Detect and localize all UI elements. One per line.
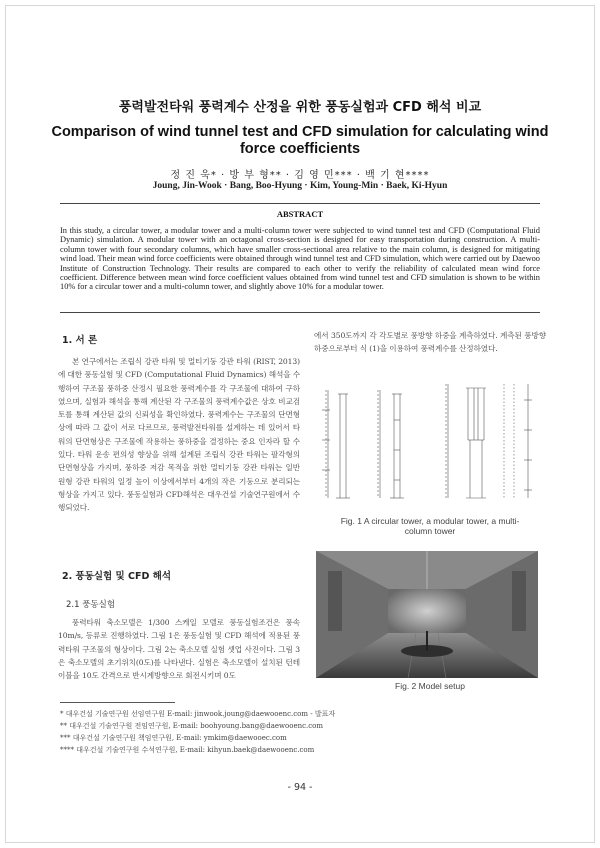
figure-2-caption: Fig. 2 Model setup <box>395 681 465 691</box>
section-1-heading: 1. 서 론 <box>62 335 98 346</box>
footnote-3: *** 대우건설 기술연구원 책임연구원, E-mail: ymkim@daewooec.com <box>60 734 287 742</box>
english-title: Comparison of wind tunnel test and CFD simulation for calculating wind force coefficients <box>51 124 549 157</box>
wind-tunnel-photo <box>316 551 538 678</box>
abstract-text: In this study, a circular tower, a modular tower and a multi-column tower were subjected to wind tunnel test and CFD (Computational Fluid Dynamic) simulation. A modular tower with an octagonal cross-section is designed for easy transportation during construction. A multi-column tower with four secondary columns, which have smaller cross-sectional area relative to the main column, is designed for mitigating wind load. Their mean wind force coefficients were obtained through wind tunnel test and CFD simulation, which were carried out by Daewoo Institute of Construction Technology. Their results are compared to each other to verify the reliability of calculated mean wind force coefficient. Difference between mean wind force coefficient values obtained from wind tunnel test and CFD simulation is shown to be within 10% for a circular tower and a multi-column tower, and slightly above 10% for a modular tower. <box>60 226 540 292</box>
footnote-separator <box>60 702 175 703</box>
footnote-4: **** 대우건설 기술연구원 수석연구원, E-mail: kihyun.baek@daewooenc.com <box>60 746 315 754</box>
section-2-heading: 2. 풍동실험 및 CFD 해석 <box>62 571 172 582</box>
section-1-text: 본 연구에서는 조립식 강관 타워 및 멀티기둥 강관 타워 (RIST, 2013)에 대한 풍동실험 및 CFD (Computational Fluid Dynamics) 해석을 수행하여 구조물 풍하중 산정시 필요한 풍력계수를 각 구조물에 대하여 구하였으며, 실험과 해석을 통해 계산된 각 구조물의 풍력계수값은 상호 비교검토를 통해 계산된 값의 신뢰성을 확인하였다. 풍력계수는 구조물의 단면형상에 따라 그 값이 서로 다르므로, 풍력발전타워를 설계하는 데 있어서 타워의 단면형상은 구조물에 작용하는 풍하중을 결정하는 중요 인자라 할 수 있다. 타워 운송 편의성 향상을 위해 설계된 조립식 강관 타워는 팔각형의 단면형상을 가지며, 풍하중 저감 목적을 위한 멀티기둥 강관 타워는 일반 원형 강관 타워의 일정 높이 이상에서부터 4개의 작은 기둥으로 분리되는 형상을 가지고 있다. 풍동실험과 CFD해석은 대우건설 기술연구원에서 수행되었다. <box>58 357 300 513</box>
page-number: - 94 - <box>287 782 313 793</box>
tower-drawings-figure <box>318 380 546 510</box>
section-2-text: 풍력타워 축소모델은 1/300 스케일 모델로 풍동실험조건은 풍속 10m/s, 등류로 진행하였다. 그림 1은 풍동실험 및 CFD 해석에 적용된 풍력타워 구조물의 형상이다. 그림 2는 축소모델 실험 셋업 사진이다. 그림 3은 축소모델의 초기위치(0도)를 나타낸다. 실험은 축소모델이 설치된 턴테이블을 10도 간격으로 반시계방향으로 회전시키며 0도 <box>58 618 300 681</box>
authors-korean: 정 진 욱* · 방 부 형** · 김 영 민*** · 백 기 현**** <box>170 170 430 181</box>
authors-english: Joung, Jin-Wook · Bang, Boo-Hyung · Kim, Young-Min · Baek, Ki-Hyun <box>152 181 448 191</box>
figure-1-caption: Fig. 1 A circular tower, a modular tower, a multi-column tower <box>340 516 520 536</box>
footnote-1: * 대우건설 기술연구원 선임연구원 E-mail: jinwook.joung@daewooenc.com - 발표자 <box>60 710 336 718</box>
right-column-text: 에서 350도까지 각 각도별로 풍방향 하중을 계측하였다. 계측된 풍방향 하중으로부터 식 (1)을 이용하여 풍력계수를 산정하였다. <box>314 331 546 354</box>
abstract-bottom-rule <box>60 312 540 313</box>
korean-title: 풍력발전타워 풍력계수 산정을 위한 풍동실험과 CFD 해석 비교 <box>118 100 482 115</box>
footnote-2: ** 대우건설 기술연구원 전임연구원, E-mail: boohyoung.bang@daewooenc.com <box>60 722 324 730</box>
abstract-top-rule <box>60 203 540 204</box>
abstract-heading: ABSTRACT <box>276 209 324 219</box>
section-2-1-heading: 2.1 풍동실험 <box>66 600 116 610</box>
